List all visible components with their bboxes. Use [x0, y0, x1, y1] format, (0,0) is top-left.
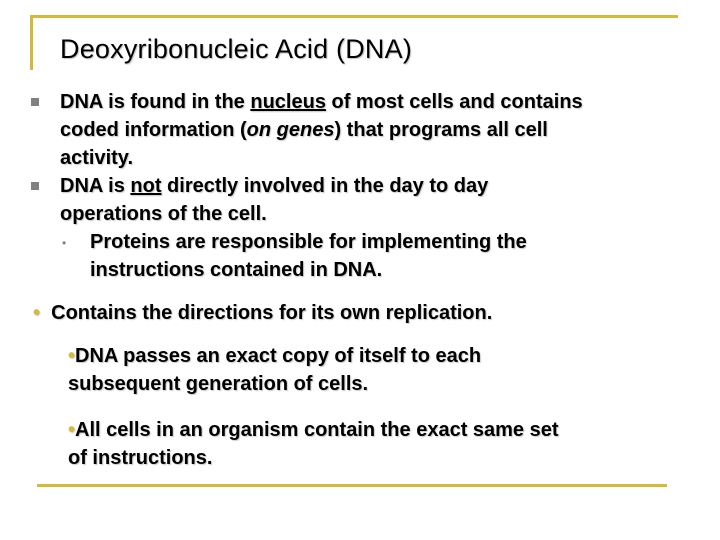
bottom-border: [37, 484, 667, 487]
italic-text: on genes: [246, 119, 335, 141]
bullet-dna-not-involved: [60, 172, 700, 228]
text-span: coded information (: [60, 119, 247, 141]
text-span: ) that programs all cell: [334, 119, 548, 141]
bullet-line: [60, 172, 700, 200]
square-bullet-icon: [31, 98, 39, 106]
bullet-text: Contains the directions for its own replication.: [51, 302, 493, 324]
square-bullet-icon: [31, 182, 39, 190]
yellow-bullet-icon: •: [68, 419, 76, 441]
bullet-line: of instructions.: [68, 447, 213, 469]
item-all-cells: [68, 416, 708, 472]
text-span: directly involved in the day to day: [161, 175, 489, 197]
bullet-dna-nucleus: [60, 88, 700, 172]
bullet-line: [60, 116, 700, 144]
bullet-line: Proteins are responsible for implementing the: [90, 231, 527, 253]
bullet-line: operations of the cell.: [60, 203, 267, 225]
slide-title: Deoxyribonucleic Acid (DNA): [60, 34, 413, 64]
bullet-line: [60, 88, 700, 116]
text-span: of most cells and contains: [325, 91, 583, 113]
bullet-line: subsequent generation of cells.: [68, 373, 369, 395]
bullet-line: [68, 416, 708, 444]
bullet-replication: [33, 299, 703, 327]
bullet-line: activity.: [60, 147, 133, 169]
text-span: DNA is found in the: [60, 91, 251, 113]
dot-bullet-icon: •: [62, 236, 67, 250]
yellow-bullet-icon: •: [68, 345, 76, 367]
underlined-word: not: [130, 175, 162, 197]
bullet-line: [68, 342, 698, 370]
top-border: [30, 15, 678, 18]
text-span: DNA passes an exact copy of itself to each: [75, 345, 482, 367]
yellow-bullet-icon: •: [33, 302, 41, 324]
text-span: All cells in an organism contain the exact same set: [75, 419, 559, 441]
sub-bullet-proteins: [90, 228, 700, 284]
bullet-line: instructions contained in DNA.: [90, 259, 383, 281]
underlined-word: nucleus: [250, 91, 326, 113]
text-span: DNA is: [60, 175, 131, 197]
item-dna-copy: [68, 342, 698, 398]
left-border: [30, 15, 33, 70]
